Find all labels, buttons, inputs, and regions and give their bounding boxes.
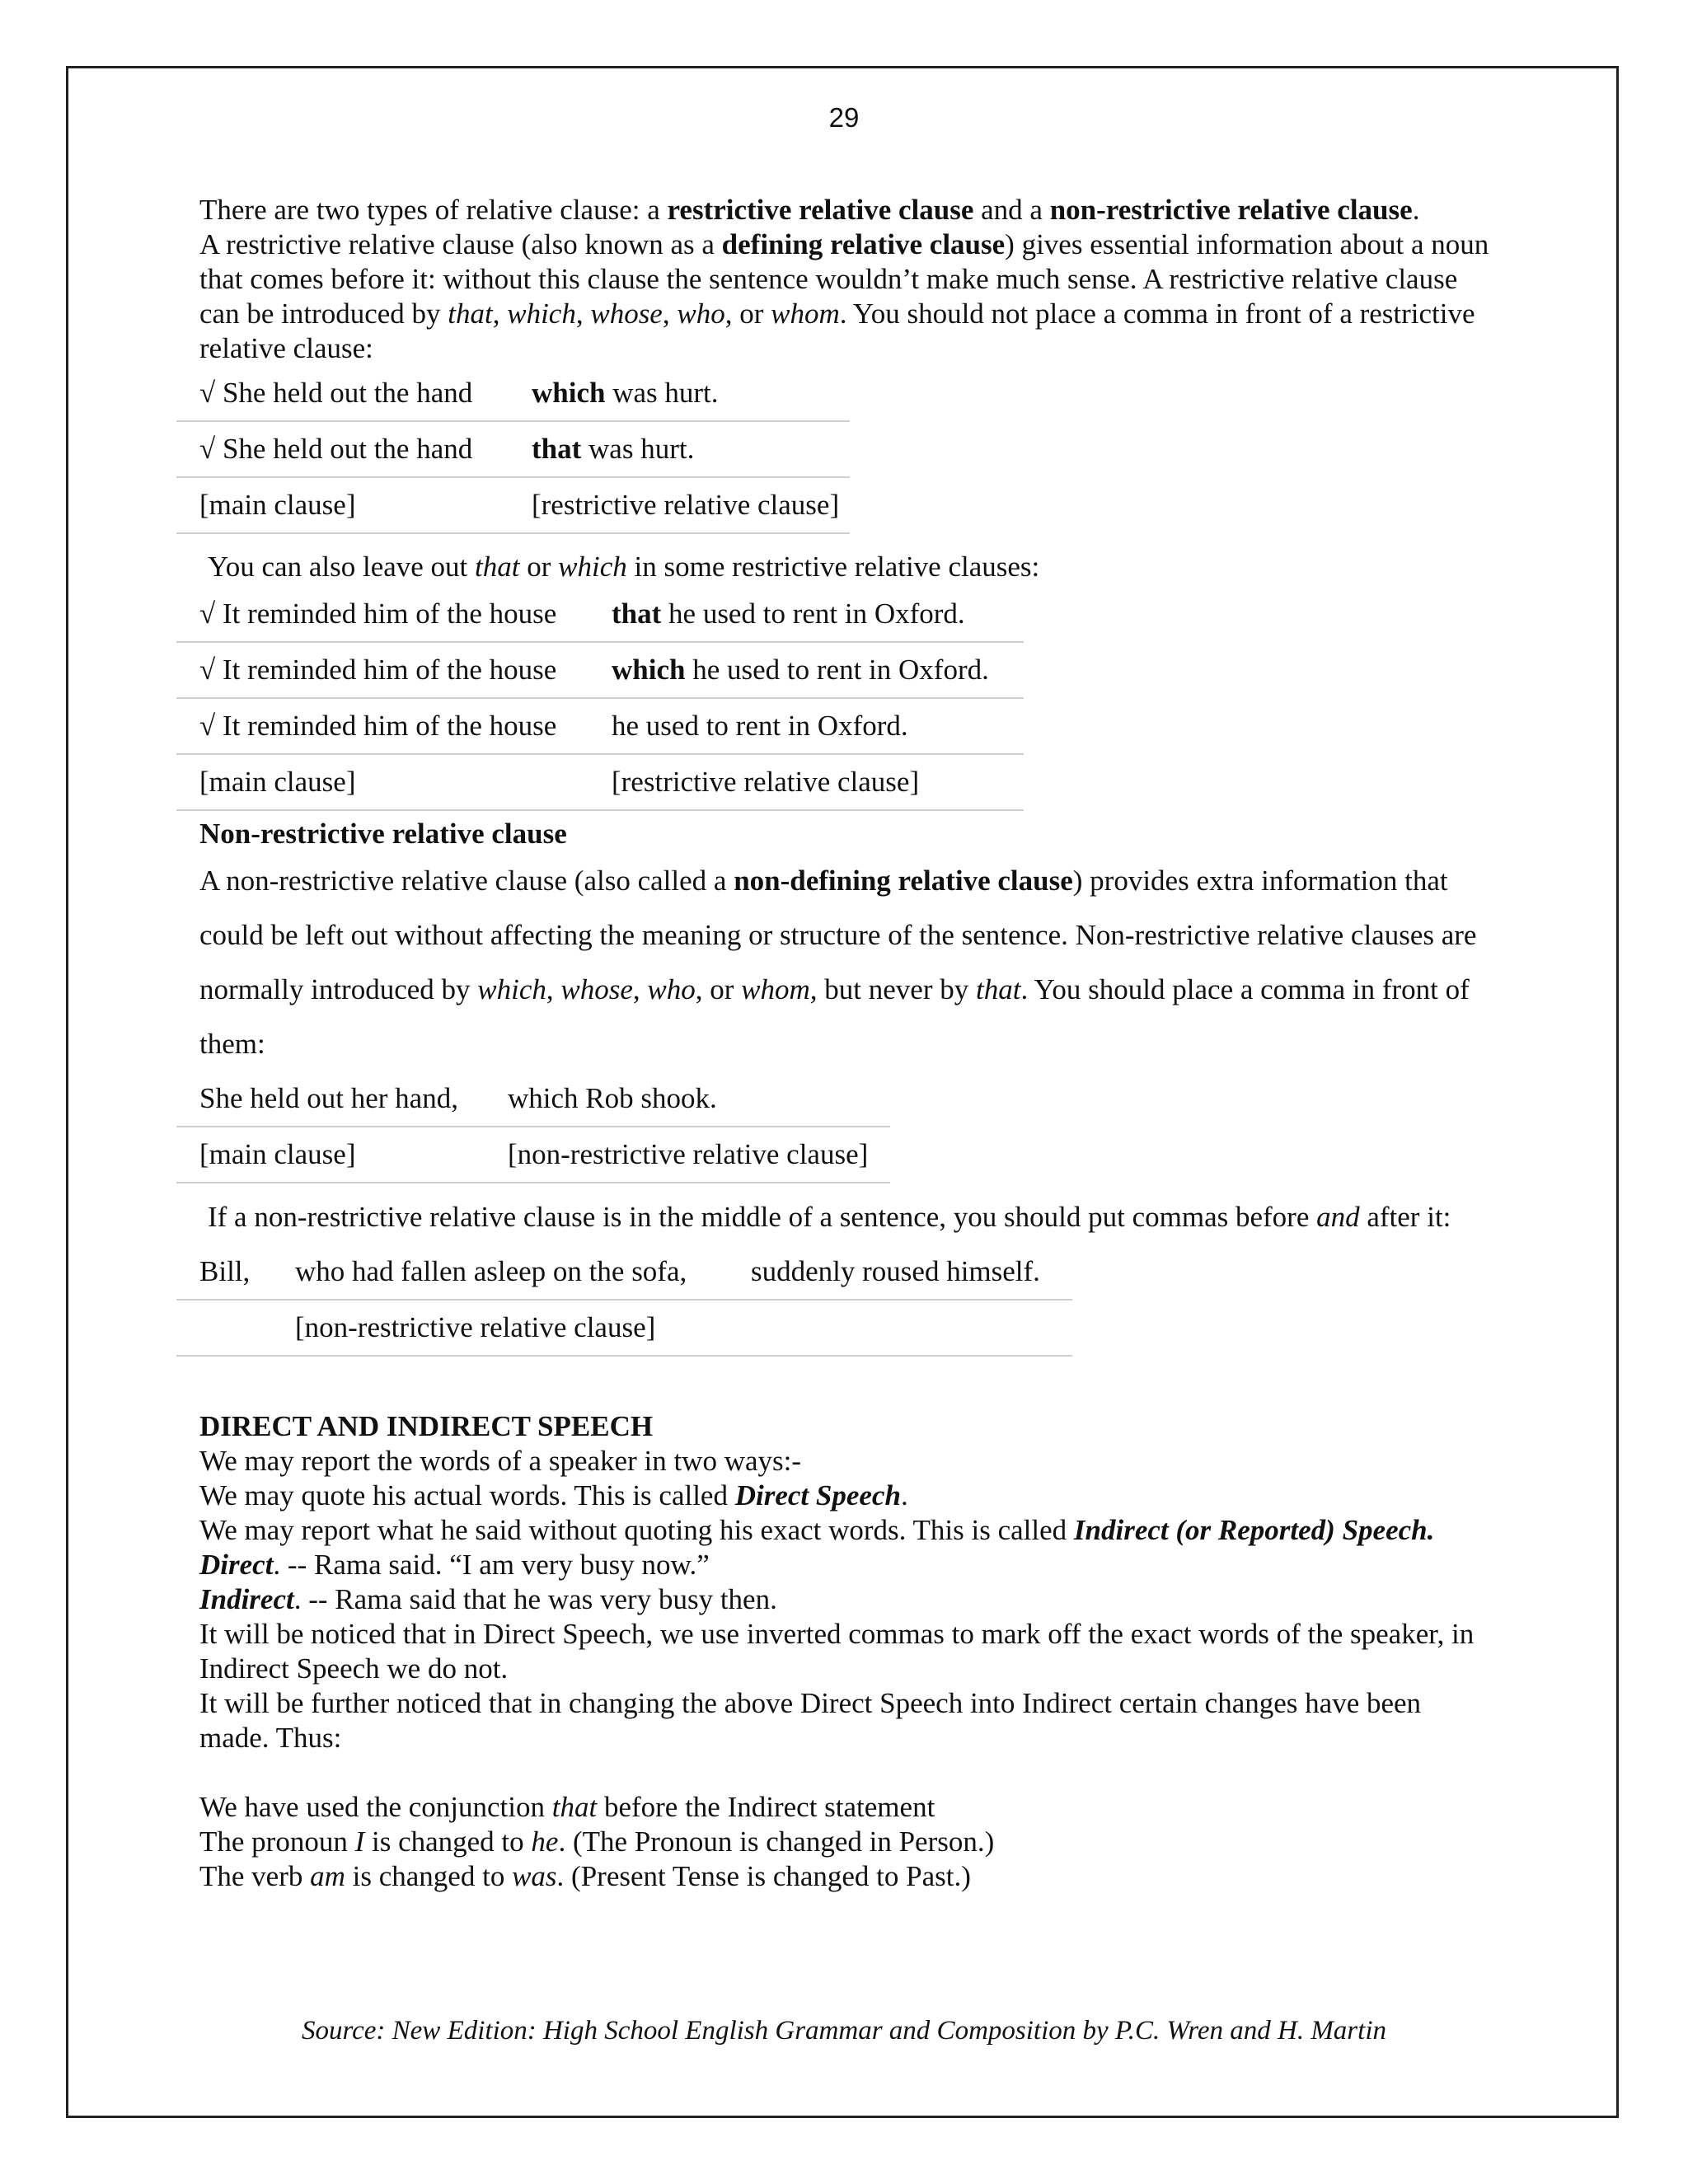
example-label: [restrictive relative clause] — [509, 477, 850, 533]
non-restrictive-example-table — [176, 1071, 890, 1183]
table-row — [176, 1071, 890, 1127]
example-label: [non-restrictive relative clause] — [485, 1127, 890, 1183]
change-conjunction: We have used the conjunction that before the Indirect statement — [199, 1791, 935, 1823]
leave-out-example-table — [176, 587, 1024, 811]
example-label: [main clause] — [176, 477, 509, 533]
change-pronoun: The pronoun I is changed to he. (The Pronoun is changed in Person.) — [199, 1825, 995, 1858]
table-row — [176, 1300, 1072, 1356]
example-label — [728, 1300, 1072, 1356]
middle-clause-example-table — [176, 1244, 1072, 1357]
table-row — [176, 698, 1024, 754]
table-row — [176, 477, 850, 533]
intro-section — [199, 193, 1493, 366]
example-main-clause: √ It reminded him of the house — [176, 698, 588, 754]
notice-paragraph: It will be noticed that in Direct Speech, we use inverted commas to mark off the exact words of the speaker, in Indirect Speech we do not. — [199, 1618, 1475, 1685]
example-subject: Bill, — [176, 1244, 272, 1300]
restrictive-example-table — [176, 366, 850, 534]
indirect-example: Indirect. -- Rama said that he was very busy then. — [199, 1583, 777, 1615]
example-relative-clause: which was hurt. — [509, 366, 850, 421]
table-row — [176, 1127, 890, 1183]
further-paragraph: It will be further noticed that in changing the above Direct Speech into Indirect certain changes have been made. Thus: — [199, 1687, 1422, 1754]
direct-example: Direct. -- Rama said. “I am very busy now.” — [199, 1549, 710, 1581]
example-label: [main clause] — [176, 1127, 485, 1183]
section-heading: Non-restrictive relative clause — [199, 818, 567, 850]
page-number: 29 — [828, 102, 860, 133]
table-row — [176, 421, 850, 477]
page-content — [199, 193, 1493, 1894]
intro-paragraph: There are two types of relative clause: a restrictive relative clause and a non-restrictive relative clause. A restrictive relative clause (also known as a defining relative clause) gives essential information about a noun that comes before it: without this clause the sentence wouldn’t make much sense. A restrictive relative clause can be introduced by that, which, whose, who, or whom. You should not place a comma in front of a restrictive relative clause: — [199, 194, 1489, 364]
speech-section — [199, 1409, 1493, 1894]
example-main-clause: √ She held out the hand — [176, 366, 509, 421]
leave-out-note: You can also leave out that or which in some restrictive relative clauses: — [208, 551, 1040, 583]
table-row — [176, 754, 1024, 810]
example-relative-clause: that he used to rent in Oxford. — [588, 587, 1024, 642]
example-relative-clause: he used to rent in Oxford. — [588, 698, 1024, 754]
example-relative-clause: which Rob shook. — [485, 1071, 890, 1127]
example-relative-clause: which he used to rent in Oxford. — [588, 642, 1024, 698]
speech-indirect-definition: We may report what he said without quoting his exact words. This is called Indirect (or Reported) Speech. — [199, 1514, 1435, 1546]
source-footer: Source: New Edition: High School English Grammar and Composition by P.C. Wren and H. Martin — [302, 2016, 1386, 2046]
change-verb: The verb am is changed to was. (Present Tense is changed to Past.) — [199, 1860, 971, 1892]
middle-sentence-note: If a non-restrictive relative clause is in the middle of a sentence, you should put commas before and after it: — [208, 1201, 1451, 1233]
example-main-clause: √ It reminded him of the house — [176, 587, 588, 642]
example-label: [non-restrictive relative clause] — [272, 1300, 728, 1356]
table-row — [176, 1244, 1072, 1300]
non-restrictive-paragraph: A non-restrictive relative clause (also called a non-defining relative clause) provides extra information that could be left out without affecting the meaning or structure of the sentence. Non-restrictive relative clauses are normally introduced by which, whose, who, or whom, but never by that. You should place a comma in front of them: — [199, 865, 1477, 1060]
example-predicate: suddenly roused himself. — [728, 1244, 1072, 1300]
table-row — [176, 642, 1024, 698]
example-relative-clause: that was hurt. — [509, 421, 850, 477]
example-main-clause: √ She held out the hand — [176, 421, 509, 477]
example-relative-clause: who had fallen asleep on the sofa, — [272, 1244, 728, 1300]
speech-direct-definition: We may quote his actual words. This is called Direct Speech. — [199, 1479, 908, 1511]
speech-intro: We may report the words of a speaker in two ways:- — [199, 1445, 802, 1477]
section-heading: DIRECT AND INDIRECT SPEECH — [199, 1410, 654, 1442]
example-label: [main clause] — [176, 754, 588, 810]
example-main-clause: She held out her hand, — [176, 1071, 485, 1127]
example-main-clause: √ It reminded him of the house — [176, 642, 588, 698]
table-row — [176, 366, 850, 421]
example-label: [restrictive relative clause] — [588, 754, 1024, 810]
table-row — [176, 587, 1024, 642]
example-label — [176, 1300, 272, 1356]
